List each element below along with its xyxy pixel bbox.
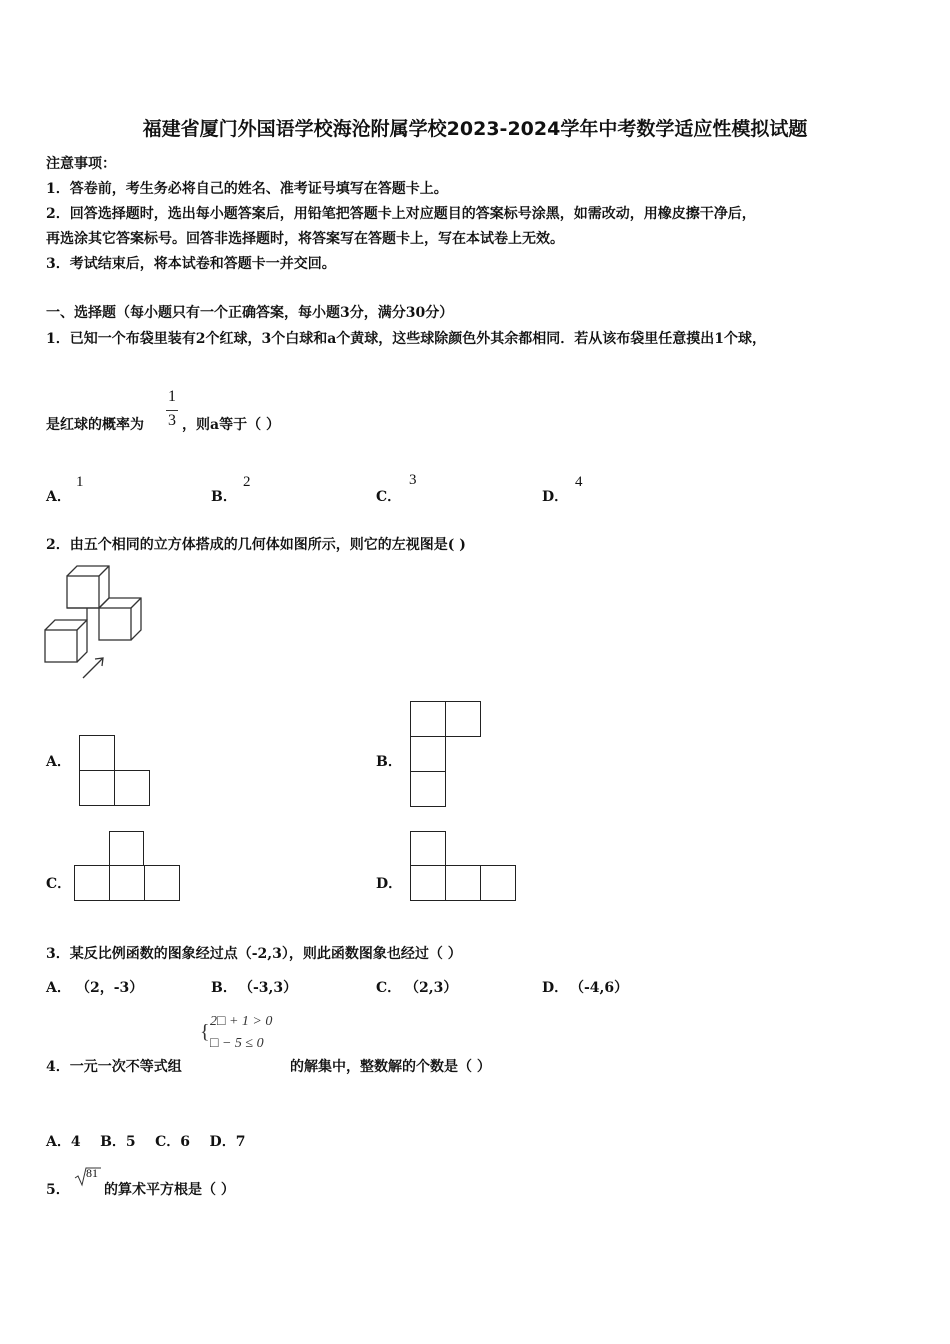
q1-line2-post: ，则a等于（ ） <box>182 417 280 433</box>
q4-text-pre: 4．一元一次不等式组 <box>46 1059 182 1075</box>
q1-option-d-label: D． <box>542 489 569 505</box>
view-square <box>410 771 446 807</box>
q1-option-b-label: B． <box>211 489 237 505</box>
brace: { <box>200 1021 210 1043</box>
q3-option-d-label: D． <box>542 980 569 996</box>
view-square <box>445 701 481 737</box>
view-square <box>480 865 516 901</box>
q1-option-d-value: 4 <box>575 474 583 490</box>
q4-text-post: 的解集中，整数解的个数是（ ） <box>290 1059 491 1075</box>
q1-fraction-numerator: 1 <box>168 388 176 405</box>
q1-option-c-label: C． <box>376 489 402 505</box>
q1-fraction-denominator: 3 <box>168 412 176 429</box>
cube-figure <box>40 562 150 684</box>
q1-option-a-value: 1 <box>76 474 84 490</box>
q2-text: 2．由五个相同的立方体搭成的几何体如图所示，则它的左视图是( ) <box>46 537 466 553</box>
q5-text: 的算术平方根是（ ） <box>104 1182 235 1198</box>
notice-item: 1．答卷前，考生务必将自己的姓名、准考证号填写在答题卡上。 <box>46 181 448 197</box>
notice-heading: 注意事项： <box>46 156 116 172</box>
fraction-bar <box>166 410 178 411</box>
q1-line2-pre: 是红球的概率为 <box>46 417 144 433</box>
q3-option-c-label: C． <box>376 980 402 996</box>
view-square <box>109 865 145 901</box>
q5-radicand: 81 <box>86 1166 98 1180</box>
view-square <box>109 831 144 866</box>
q2-option-d-label: D． <box>376 876 403 892</box>
view-square <box>79 735 115 771</box>
q1-option-c-value: 3 <box>409 472 417 488</box>
q3-option-a-value: （2，-3） <box>76 980 144 996</box>
view-square <box>445 865 481 901</box>
view-square <box>79 770 115 806</box>
q3-option-d-value: （-4,6） <box>570 980 629 996</box>
q1-option-b-value: 2 <box>243 474 251 490</box>
view-square <box>74 865 110 901</box>
page-title: 福建省厦门外国语学校海沧附属学校2023-2024学年中考数学适应性模拟试题 <box>142 118 808 140</box>
view-square <box>144 865 180 901</box>
q1-line1: 1．已知一个布袋里装有2个红球，3个白球和a个黄球，这些球除颜色外其余都相同．若从该布袋里任意摸出1个球， <box>46 331 767 347</box>
section-heading: 一、选择题（每小题只有一个正确答案，每小题3分，满分30分） <box>46 305 454 321</box>
q3-option-a-label: A． <box>46 980 71 996</box>
q3-option-b-value: （-3,3） <box>239 980 298 996</box>
q2-option-c-label: C． <box>46 876 72 892</box>
q4-options: A．4 B．5 C．6 D．7 <box>46 1134 246 1150</box>
q5-number: 5． <box>46 1182 70 1198</box>
notice-item: 3．考试结束后，将本试卷和答题卡一并交回。 <box>46 256 336 272</box>
q4-inequality-1: 2□ + 1 > 0 <box>210 1014 273 1029</box>
view-square <box>114 770 150 806</box>
view-square <box>410 736 446 772</box>
q3-option-c-value: （2,3） <box>405 980 458 996</box>
q2-option-b-label: B． <box>376 754 402 770</box>
view-square <box>410 701 446 737</box>
q3-text: 3．某反比例函数的图象经过点（-2,3），则此函数图象也经过（ ） <box>46 946 462 962</box>
q1-option-a-label: A． <box>46 489 71 505</box>
notice-item: 再选涂其它答案标号。回答非选择题时，将答案写在答题卡上，写在本试卷上无效。 <box>46 231 564 247</box>
q3-option-b-label: B． <box>211 980 237 996</box>
view-square <box>410 865 446 901</box>
view-square <box>410 831 446 866</box>
q2-option-a-label: A． <box>46 754 71 770</box>
q4-inequality-2: □ − 5 ≤ 0 <box>210 1036 264 1051</box>
notice-item: 2．回答选择题时，选出每小题答案后，用铅笔把答题卡上对应题目的答案标号涂黑，如需改动，用橡皮擦干净后， <box>46 206 756 222</box>
